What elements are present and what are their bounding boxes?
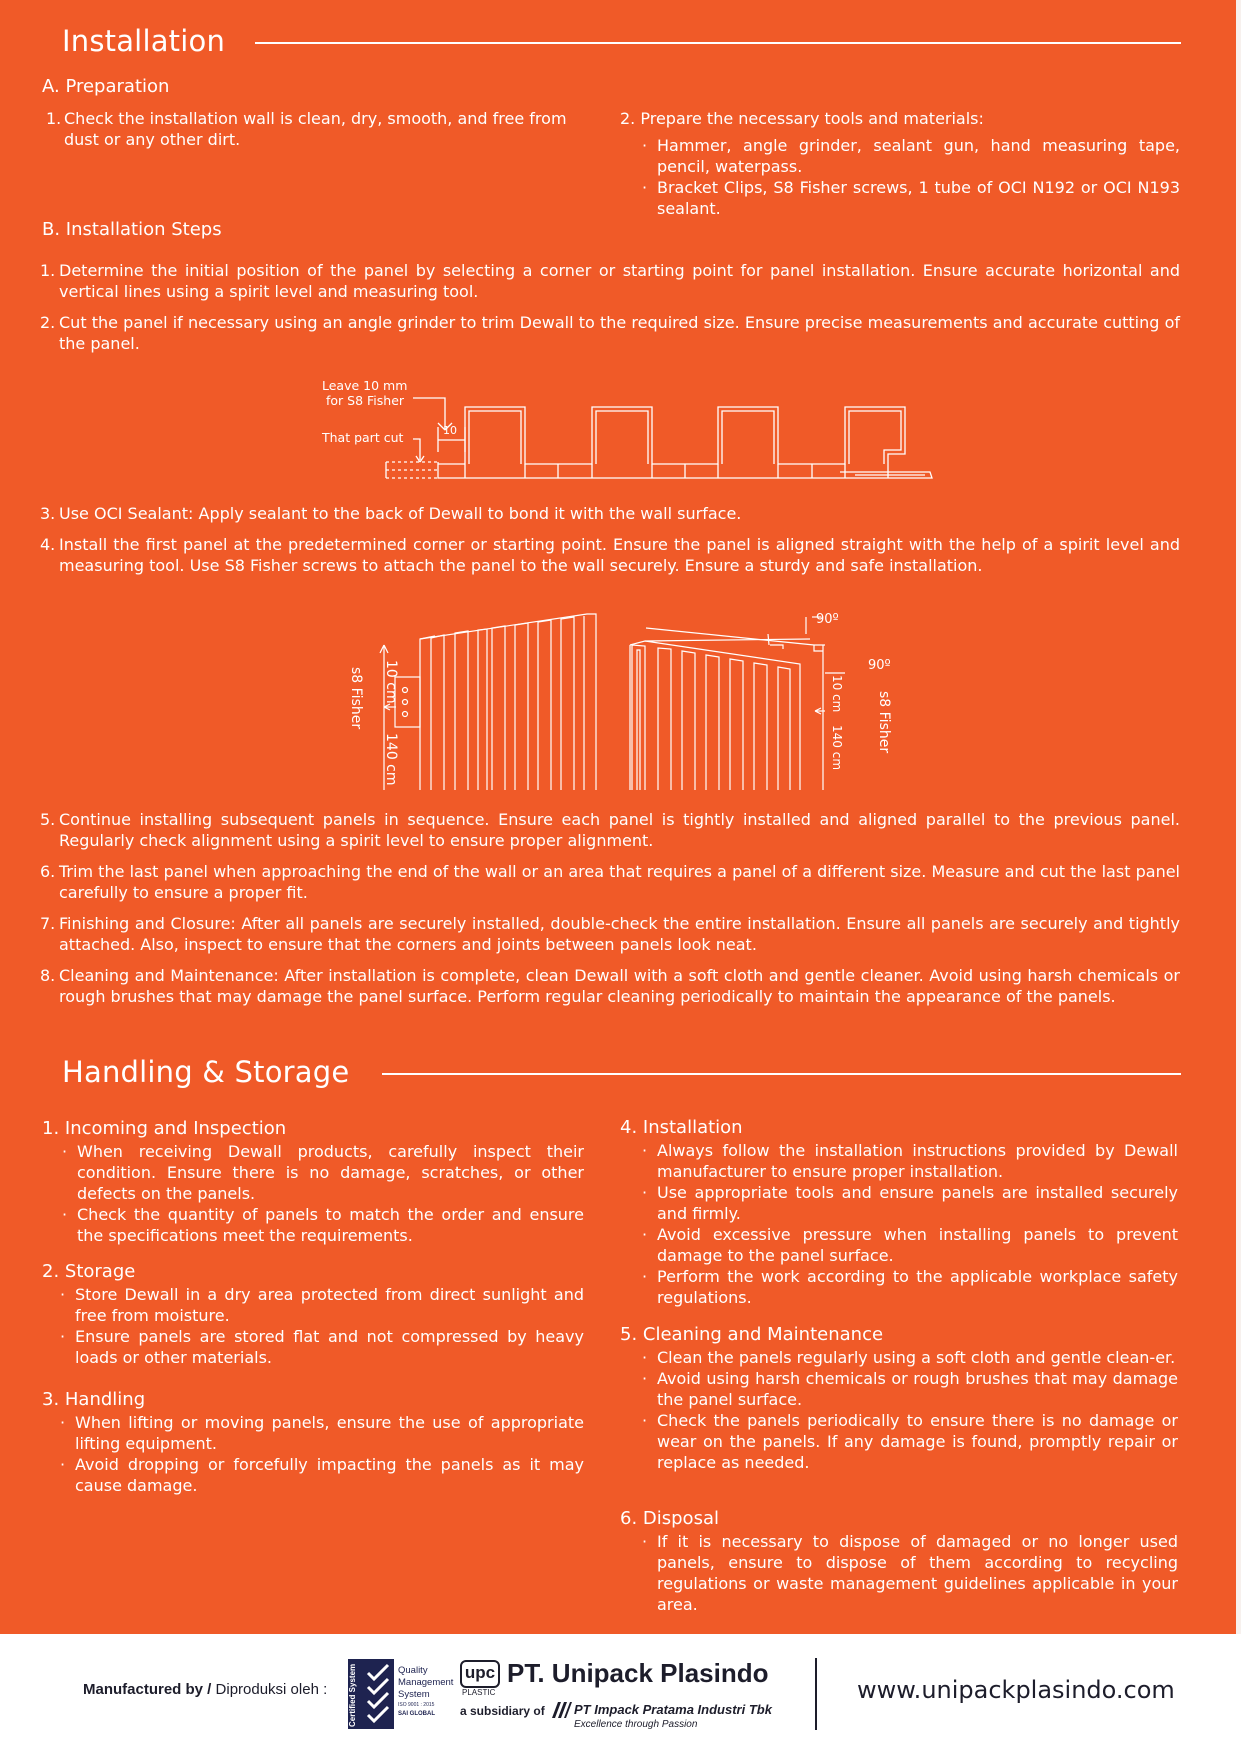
upc-logo: upc [460, 1660, 500, 1688]
website-link[interactable]: www.unipackplasindo.com [857, 1676, 1175, 1704]
preparation-item-2-text: Prepare the necessary tools and materials: [640, 109, 984, 128]
parent-tagline: Excellence through Passion [574, 1719, 698, 1730]
step-text: Cut the panel if necessary using an angle grinder to trim Dewall to the required size. Ensure precise measurements and accurate cutting of the panel. [59, 313, 1180, 353]
upc-plastic-label: PLASTIC [462, 1688, 496, 1697]
step-text: Use OCI Sealant: Apply sealant to the back of Dewall to bond it with the wall surface. [59, 504, 742, 523]
diagram-fisher-label: for S8 Fisher [326, 393, 405, 408]
handling-cleaning-section [620, 1324, 1178, 1473]
preparation-bullet: · Hammer, angle grinder, sealant gun, hand measuring tape, pencil, waterpass. [640, 135, 1180, 177]
step-number: 7. [40, 914, 56, 933]
diproduksi-text: Diproduksi oleh : [211, 1681, 328, 1698]
handling-bullet: · Check the quantity of panels to match the order and ensure the specifications meet the requirements. [60, 1204, 584, 1246]
preparation-heading: A. Preparation [42, 76, 170, 97]
step-number: 1. [40, 261, 56, 280]
installation-steps-heading: B. Installation Steps [42, 219, 222, 240]
handling-handling-list [42, 1412, 584, 1496]
handling-bullet: · Avoid excessive pressure when installing panels to prevent damage to the panel surface. [640, 1224, 1178, 1266]
handling-bullet: · If it is necessary to dispose of damaged or no longer used panels, ensure to dispose of them according to recycling regulations or waste management guidelines applicable in your area. [640, 1531, 1178, 1615]
handling-storage-section [42, 1261, 584, 1368]
diagram-part-cut-label: That part cut [322, 430, 404, 445]
cert-line: Quality [398, 1665, 428, 1676]
handling-storage-heading: 2. Storage [42, 1261, 136, 1282]
step-text: Trim the last panel when approaching the end of the wall or an area that requires a panel of a different size. Measure and cut the last panel carefully to ensure a proper fit. [59, 862, 1180, 902]
manufactured-by-label [83, 1681, 327, 1698]
manufactured-by-text: Manufactured by / [83, 1681, 212, 1698]
cert-line: System [398, 1689, 430, 1700]
step-text: Determine the initial position of the panel by selecting a corner or starting point for panel installation. Ensure accurate horizontal and vertical lines using a spirit level and measuring tool. [59, 261, 1180, 301]
handling-incoming-section [42, 1118, 584, 1246]
cert-line: Management [398, 1677, 454, 1688]
handling-bullet: · Avoid dropping or forcefully impacting the panels as it may cause damage. [58, 1454, 584, 1496]
handling-incoming-heading: 1. Incoming and Inspection [42, 1118, 287, 1139]
step-number: 3. [40, 504, 56, 523]
certification-badge [348, 1659, 454, 1729]
handling-bullet: · When lifting or moving panels, ensure the use of appropriate lifting equipment. [58, 1412, 584, 1454]
steps-list-a [40, 260, 1180, 354]
step-item-5 [40, 809, 1180, 851]
step-text: Finishing and Closure: After all panels are securely installed, double-check the entire installation. Ensure all panels are securely and tightly attached. Also, inspect to ensure that the corners and joints between panels look neat. [59, 914, 1180, 954]
handling-cleaning-heading: 5. Cleaning and Maintenance [620, 1324, 884, 1345]
handling-disposal-list [620, 1531, 1178, 1615]
certified-system-text [348, 1709, 357, 1727]
preparation-item-1 [42, 108, 584, 150]
handling-disposal-section [620, 1508, 1178, 1615]
company-name: PT. Unipack Plasindo [507, 1658, 769, 1688]
step-number: 4. [40, 535, 56, 554]
handling-bullet: · Avoid using harsh chemicals or rough brushes that may damage the panel surface. [640, 1368, 1178, 1410]
parent-company-name: PT Impack Pratama Industri Tbk [574, 1702, 772, 1717]
left-s8-fisher-label: s8 Fisher [348, 667, 364, 730]
preparation-bullet: · Bracket Clips, S8 Fisher screws, 1 tube of OCI N192 or OCI N193 sealant. [640, 177, 1180, 219]
handling-installation-list [620, 1140, 1178, 1308]
handling-bullet: · Check the panels periodically to ensure there is no damage or wear on the panels. If any damage is found, promptly repair or replace as needed. [640, 1410, 1178, 1473]
handling-bullet: · Ensure panels are stored flat and not compressed by heavy loads or other materials. [58, 1326, 584, 1368]
handling-handling-section [42, 1389, 584, 1496]
step-item-2 [40, 312, 1180, 354]
handling-bullet: · Clean the panels regularly using a soft cloth and gentle clean-er. [640, 1347, 1178, 1368]
handling-installation-heading: 4. Installation [620, 1117, 743, 1138]
step-text: Continue installing subsequent panels in sequence. Ensure each panel is tightly installed and aligned parallel to the previous panel. Regularly check alignment using a spirit level to ensure proper alignment. [59, 810, 1180, 850]
handling-handling-heading: 3. Handling [42, 1389, 146, 1410]
step-item-8 [40, 965, 1180, 1007]
step-text: Cleaning and Maintenance: After installation is complete, clean Dewall with a soft cloth and gentle cleaner. Avoid using harsh chemicals or rough brushes that may damage the panel surface. Perform regular cleaning periodically to maintain the appearance of the panels. [59, 966, 1180, 1006]
footer [0, 1634, 1241, 1754]
preparation-item-1-num: 1. [46, 109, 62, 128]
cert-text [398, 1665, 453, 1719]
handling-disposal-heading: 6. Disposal [620, 1508, 719, 1529]
right-90-degree-label: 90º [868, 658, 891, 673]
installation-title-rule [255, 42, 1181, 44]
left-140cm-label: 140 cm [383, 733, 399, 786]
diagram-leave-label: Leave 10 mm [322, 378, 408, 393]
preparation-item-1-text: Check the installation wall is clean, dry, smooth, and free from dust or any other dirt. [64, 109, 567, 149]
step-number: 2. [40, 313, 56, 332]
step-text: Install the first panel at the predetermined corner or starting point. Ensure the panel is aligned straight with the help of a spirit level and measuring tool. Use S8 Fisher screws to attach the panel to the wall securely. Ensure a sturdy and safe installation. [59, 535, 1180, 575]
steps-list-c [40, 809, 1180, 1007]
handling-title: Handling & Storage [62, 1055, 350, 1089]
step-item-6 [40, 861, 1180, 903]
step-item-7 [40, 913, 1180, 955]
step-item-1 [40, 260, 1180, 302]
cert-sai: SAI GLOBAL [398, 1711, 435, 1717]
handling-bullet: · Store Dewall in a dry area protected from direct sunlight and free from moisture. [58, 1284, 584, 1326]
step-number: 5. [40, 810, 56, 829]
checkmark-icon [366, 1663, 392, 1725]
handling-storage-list [42, 1284, 584, 1368]
diagram-dimension-10: 10 [443, 424, 457, 437]
preparation-item-2 [620, 108, 1180, 219]
handling-bullet: · When receiving Dewall products, carefully inspect their condition. Ensure there is no damage, scratches, or other defects on the panels. [60, 1141, 584, 1204]
panel-install-diagram [340, 605, 920, 795]
left-10cm-label: 10 cm [383, 660, 399, 704]
step-number: 6. [40, 862, 56, 881]
footer-divider [815, 1658, 817, 1730]
step-number: 8. [40, 966, 56, 985]
handling-title-rule [382, 1073, 1181, 1075]
handling-bullet: · Use appropriate tools and ensure panels are installed securely and firmly. [640, 1182, 1178, 1224]
cert-iso: ISO 9001 : 2015 [398, 1702, 435, 1708]
subsidiary-label: a subsidiary of [460, 1704, 545, 1718]
installation-title: Installation [62, 24, 226, 58]
right-10cm-label: 10 cm [830, 675, 844, 713]
handling-incoming-list [42, 1141, 584, 1246]
step-item-3 [40, 503, 1180, 524]
step-item-4 [40, 534, 1180, 576]
handling-installation-section [620, 1117, 1178, 1308]
top-90-degree-label: 90º [816, 612, 839, 627]
impack-logo-icon [550, 1702, 572, 1718]
handling-bullet: · Perform the work according to the applicable workplace safety regulations. [640, 1266, 1178, 1308]
preparation-bullet-list [620, 135, 1180, 219]
right-s8-fisher-label: s8 Fisher [876, 691, 892, 754]
right-140cm-label: 140 cm [830, 725, 844, 771]
handling-bullet: · Always follow the installation instructions provided by Dewall manufacturer to ensure proper installation. [640, 1140, 1178, 1182]
panel-cut-diagram [310, 372, 950, 487]
steps-list-b [40, 503, 1180, 576]
preparation-item-2-num: 2. [620, 109, 636, 128]
handling-cleaning-list [620, 1347, 1178, 1473]
